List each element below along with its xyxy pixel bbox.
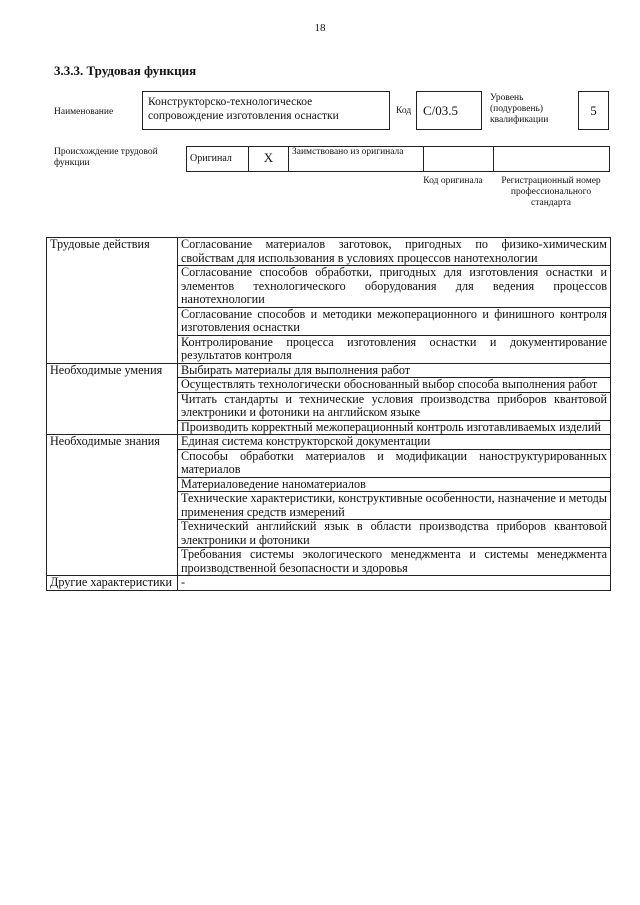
table-row bbox=[47, 363, 611, 378]
reg-number-caption: Регистрационный номер профессионального стандарта bbox=[501, 176, 601, 208]
section-heading: Необходимые знания bbox=[47, 435, 178, 576]
section-item: - bbox=[178, 576, 611, 591]
section-heading: Необходимые умения bbox=[47, 363, 178, 435]
table-row bbox=[47, 238, 611, 266]
table-row bbox=[47, 576, 611, 591]
section-heading: Другие характеристики bbox=[47, 576, 178, 591]
name-label: Наименование bbox=[54, 107, 114, 117]
code-original-caption: Код оригинала bbox=[423, 176, 483, 186]
reg-number-cell bbox=[494, 147, 610, 172]
code-label: Код bbox=[396, 106, 412, 116]
table-row bbox=[47, 435, 611, 450]
section-item: Согласование материалов заготовок, пригодных по физико-химическим свойствам для использования в условиях процессов нанотехнологии bbox=[178, 238, 611, 266]
section-item: Способы обработки материалов и модификации наноструктурированных материалов bbox=[178, 449, 611, 477]
section-title: 3.3.3. Трудовая функция bbox=[54, 63, 197, 78]
section-item: Согласование способов обработки, пригодных для изготовления оснастки и элементов технологического оборудования для ведения процессов нанотехнологии bbox=[178, 266, 611, 308]
name-value: Конструкторско-технологическое сопровождение изготовления оснастки bbox=[142, 91, 390, 130]
section-item: Осуществлять технологически обоснованный выбор способа выполнения работ bbox=[178, 378, 611, 393]
section-heading: Трудовые действия bbox=[47, 238, 178, 364]
section-item: Материаловедение наноматериалов bbox=[178, 477, 611, 492]
code-value: С/03.5 bbox=[416, 91, 482, 130]
original-mark: X bbox=[249, 147, 289, 172]
section-item: Производить корректный межоперационный контроль изготавливаемых изделий bbox=[178, 420, 611, 435]
section-item: Технические характеристики, конструктивные особенности, назначение и методы применения средств измерений bbox=[178, 492, 611, 520]
section-item: Технический английский язык в области производства приборов квантовой электроники и фотоники bbox=[178, 520, 611, 548]
section-item: Согласование способов и методики межоперационного и финишного контроля изготовления оснастки bbox=[178, 307, 611, 335]
function-table bbox=[46, 237, 611, 591]
section-item: Единая система конструкторской документации bbox=[178, 435, 611, 450]
origin-label: Происхождение трудовой функции bbox=[54, 147, 158, 168]
level-label: Уровень (подуровень) квалификации bbox=[490, 93, 549, 125]
level-value: 5 bbox=[578, 91, 609, 130]
section-item: Выбирать материалы для выполнения работ bbox=[178, 363, 611, 378]
original-label: Оригинал bbox=[187, 147, 249, 172]
section-item: Контролирование процесса изготовления оснастки и документирование результатов контроля bbox=[178, 335, 611, 363]
section-item: Читать стандарты и технические условия производства приборов квантовой электроники и фотоники на английском языке bbox=[178, 392, 611, 420]
borrowed-label: Заимствовано из оригинала bbox=[289, 147, 424, 172]
page-number: 18 bbox=[314, 22, 326, 34]
section-item: Требования системы экологического менеджмента и системы менеджмента производственной безопасности и здоровья bbox=[178, 548, 611, 576]
code-original-cell bbox=[424, 147, 494, 172]
function-table-body bbox=[47, 238, 611, 591]
origin-table bbox=[186, 146, 610, 172]
